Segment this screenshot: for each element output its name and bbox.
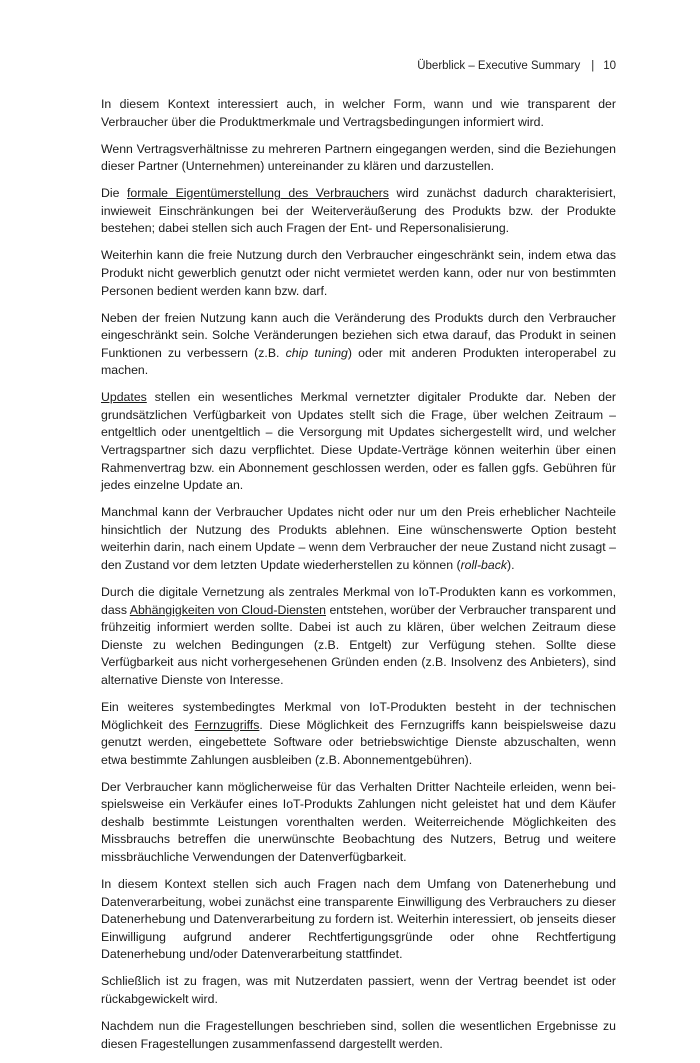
italic-term: chip tuning — [285, 345, 348, 360]
header-separator: | — [591, 60, 595, 72]
paragraph: Nachdem nun die Fragestellungen beschrieben sind, sollen die wesentlichen Ergebnisse zu diesen Fragestellungen zusammenfassend dargestellt werden. — [101, 1019, 616, 1051]
paragraph: Die formale Eigentümerstellung des Verbrauchers wird zunächst dadurch charakterisiert, inwieweit Einschränkungen bei der Weiterveräußerung des Produkts bzw. der Produkte bestehen; dabei stellen sich auch Fragen der Ent- und Repersonalisierung. — [101, 186, 616, 236]
paragraph: Weiterhin kann die freie Nutzung durch den Verbraucher eingeschränkt sein, indem etwa das Produkt nicht gewerblich genutzt oder nicht vermietet werden kann, oder nur von bestimmten Personen bedient werden kann bzw. darf. — [101, 248, 616, 298]
running-header — [417, 60, 616, 72]
paragraph: Schließlich ist zu fragen, was mit Nutzerdaten passiert, wenn der Vertrag beendet ist oder rückabgewickelt wird. — [101, 974, 616, 1007]
paragraph: Wenn Vertragsverhältnisse zu mehreren Partnern eingegangen werden, sind die Beziehungen dieser Partner (Unternehmen) untereinander zu klären und darzustellen. — [101, 141, 616, 174]
underlined-term: formale Eigentümerstellung des Verbrauchers — [127, 186, 389, 201]
paragraph: In diesem Kontext stellen sich auch Fragen nach dem Umfang von Datenerhebung und Datenverarbeitung, wobei zunächst eine transparente Einwilligung des Verbrauchers zu dieser Datenerhebung und Datenverarbeitung zu fordern ist. Weiterhin interessiert, ob jenseits dieser Einwilligung aufgrund anderer Rechtfertigungsgründe oder ohne Rechtfertigung Datenerhebung und/oder Datenverarbeitung stattfindet. — [101, 877, 616, 962]
underlined-term: Abhängigkeiten von Cloud-Diensten — [129, 602, 326, 617]
body-text — [101, 96, 616, 1063]
paragraph: Durch die digitale Vernetzung als zentrales Merkmal von IoT-Produkten kann es vorkommen, dass Abhängigkeiten von Cloud-Diensten entstehen, worüber der Verbraucher transparent und frühzeitig informiert werden sollte. Dabei ist auch zu klären, über welchen Zeitraum diese Dienste zu welchen Bedingungen (z.B. Entgelt) zur Verfügung stehen. Sollte diese Verfügbarkeit aus nicht vorhergesehenen Gründen enden (z.B. Insolvenz des Anbieters), sind alternative Dienste von Interesse. — [101, 584, 616, 687]
paragraph: Manchmal kann der Verbraucher Updates nicht oder nur um den Preis erheblicher Nachteile hinsichtlich der Nutzung des Produkts ablehnen. Eine wünschenswerte Option besteht weiterhin darin, nach einem Update – wenn dem Verbraucher der neue Zustand nicht zusagt – den Zustand vor dem letzten Update wiederherstellen zu können (roll-back). — [101, 505, 616, 572]
paragraph: Der Verbraucher kann möglicherweise für das Verhalten Dritter Nachteile erleiden, wenn beispielsweise ein Verkäufer eines IoT-Produkts Zahlungen nicht geleistet hat und dem Käufer deshalb bestimmte Leistungen vorenthalten werden. Weiterreichende Möglichkeiten des Missbrauchs betreffen die unerwünschte Beobachtung des Nutzers, Betrug und weitere missbräuchliche Verwendungen der Datenverfügbarkeit. — [101, 779, 616, 865]
italic-term: roll-back — [460, 558, 508, 572]
paragraph: Neben der freien Nutzung kann auch die Veränderung des Produkts durch den Verbraucher eingeschränkt sein. Solche Veränderungen beziehen sich etwa darauf, das Produkt in seinen Funktionen zu verbessern (z.B. chip tuning) oder mit anderen Produkten interoperabel zu machen. — [101, 310, 616, 378]
underlined-term: Fernzugriffs — [194, 717, 260, 732]
paragraph: Updates stellen ein wesentliches Merkmal vernetzter digitaler Produkte dar. Neben der grundsätzlichen Verfügbarkeit von Updates stellt sich die Frage, über welchen Zeitraum – entgeltlich oder unentgeltlich – die Versorgung mit Updates sichergestellt wird, und welcher Vertragspartner sich dazu verpflichtet. Diese Update-Verträge können weiterhin über einen Rahmenvertrag bzw. ein Abonnement geschlossen werden, oder es fallen ggfs. Gebühren für jedes einzelne Update an. — [101, 390, 616, 493]
underlined-term: Updates — [101, 390, 147, 405]
paragraph: In diesem Kontext interessiert auch, in welcher Form, wann und wie transparent der Verbraucher über die Produktmerkmale und Vertragsbedingungen informiert wird. — [101, 97, 616, 129]
paragraph: Ein weiteres systembedingtes Merkmal von IoT-Produkten besteht in der technischen Möglichkeit des Fernzugriffs. Diese Möglichkeit des Fernzugriffs kann beispielsweise dazu genutzt werden, eingebettete Software oder betriebswichtige Dienste abzuschalten, wenn etwa bestimmte Zahlungen ausbleiben (z.B. Abonnementgebühren). — [101, 699, 617, 767]
page-number: 10 — [603, 60, 616, 72]
header-section-title: Überblick – Executive Summary — [417, 60, 581, 72]
